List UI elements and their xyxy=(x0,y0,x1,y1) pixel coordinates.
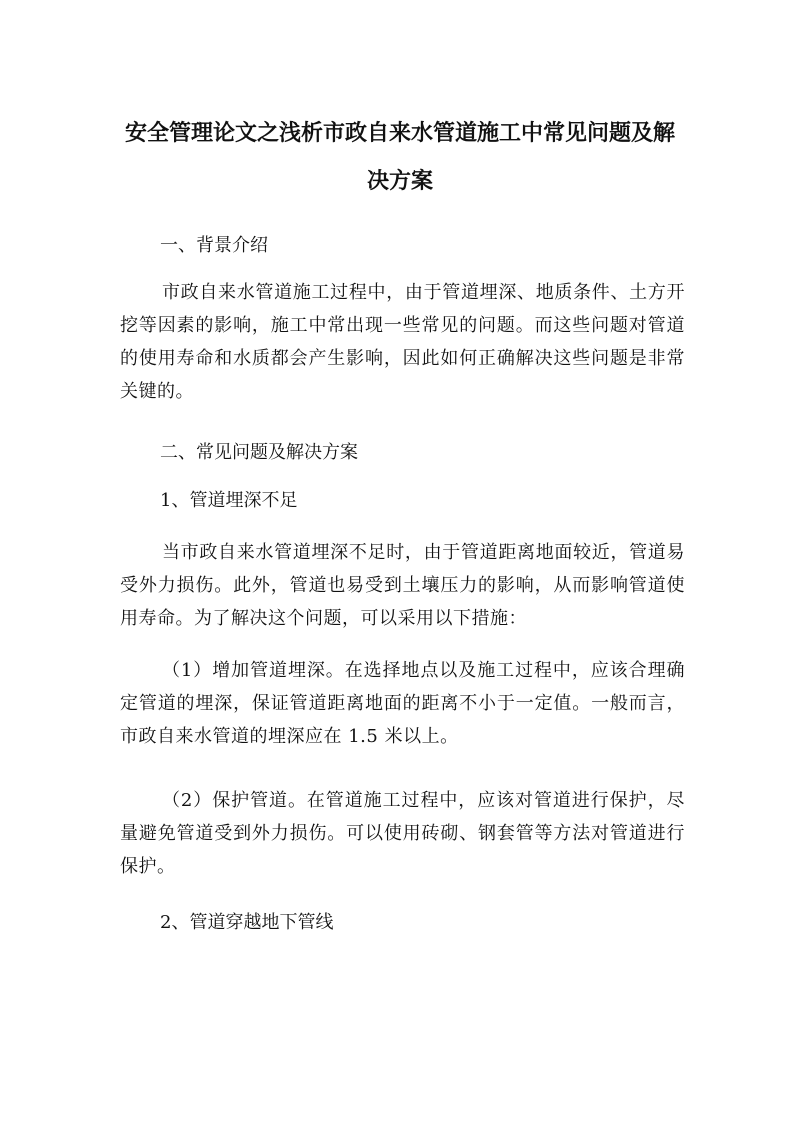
document-title-line-1: 安全管理论文之浅析市政自来水管道施工中常见问题及解 xyxy=(124,121,675,146)
section-heading-background: 一、背景介绍 xyxy=(160,235,268,256)
measure-increase-depth-paragraph: （1）增加管道埋深。在选择地点以及施工过程中，应该合理确定管道的埋深，保证管道距离地面的距离不小于一定值。一般而言，市政自来水管道的埋深应在 1.5 米以上。 xyxy=(120,660,685,747)
measure-protect-pipe-paragraph: （2）保护管道。在管道施工过程中，应该对管道进行保护，尽量避免管道受到外力损伤。可以使用砖砌、钢套管等方法对管道进行保护。 xyxy=(120,790,685,877)
section-heading-common-problems: 二、常见问题及解决方案 xyxy=(160,442,358,463)
subsection-heading-crossing-pipelines: 2、管道穿越地下管线 xyxy=(160,912,334,933)
insufficient-depth-paragraph: 当市政自来水管道埋深不足时，由于管道距离地面较近，管道易受外力损伤。此外，管道也易受到土壤压力的影响，从而影响管道使用寿命。为了解决这个问题，可以采用以下措施： xyxy=(120,542,685,629)
subsection-heading-insufficient-depth: 1、管道埋深不足 xyxy=(160,490,298,511)
document-title-line-2: 决方案 xyxy=(366,169,433,194)
background-paragraph: 市政自来水管道施工过程中，由于管道埋深、地质条件、土方开挖等因素的影响，施工中常出现一些常见的问题。而这些问题对管道的使用寿命和水质都会产生影响，因此如何正确解决这些问题是非常关键的。 xyxy=(120,282,685,402)
